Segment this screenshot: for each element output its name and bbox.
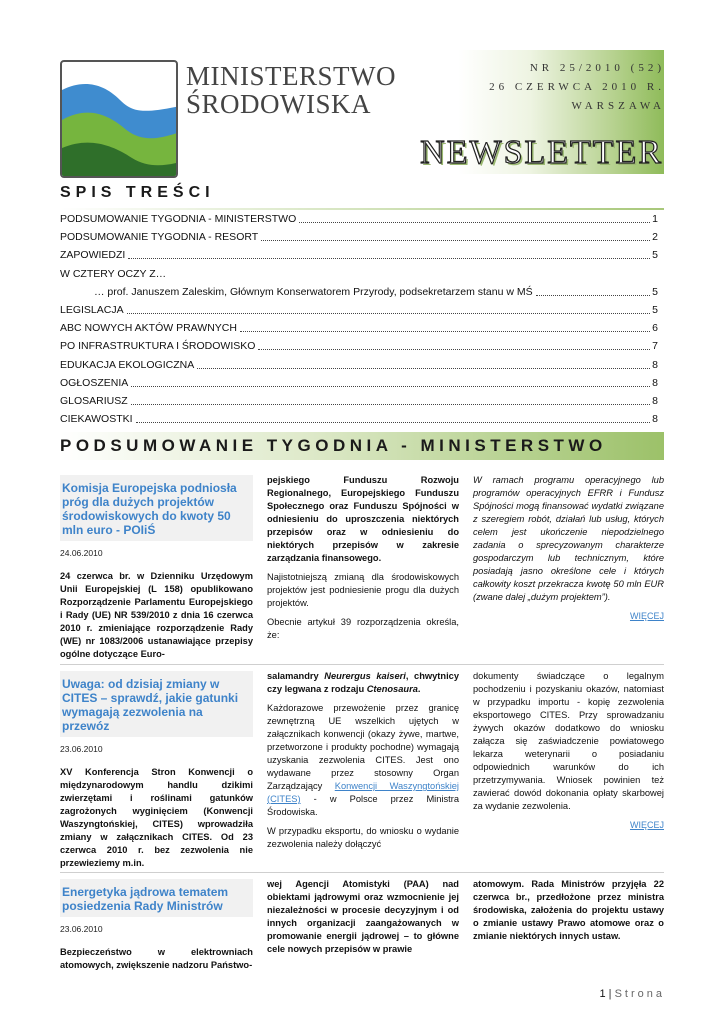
article-header	[60, 878, 253, 917]
toc-entry-label: EDUKACJA EKOLOGICZNA	[60, 358, 195, 371]
article-lead: 24 czerwca br. w Dzienniku Urzędowym Unii Europejskiej (L 158) opublikowano Rozporządzenie Parlamentu Europejskiego i Rady (UE) NR 539/2010 z dnia 16 czerwca 2010 r. zmieniające rozporządzenie Rady (WE) nr 1083/2006 ustanawiające przepisy ogólne dotyczące Euro-	[60, 571, 253, 659]
more-link[interactable]: WIĘCEJ	[629, 611, 664, 621]
article-date: 24.06.2010	[60, 548, 103, 558]
toc-entry-label: LEGISLACJA	[60, 304, 124, 317]
article-lead: XV Konferencja Stron Konwencji o międzynarodowym handlu dzikimi zwierzętami i roślinami gatunków zagrożonych wyginięciem (Konwencji Waszyngtońskiej, CITES) wprowadziła zmiany w załącznikach CITES. Od 23 czerwca 2010 r. bez zezwolenia nie przewieziemy m.in.	[60, 767, 253, 868]
article-cites	[60, 670, 664, 866]
article-column-3	[473, 670, 664, 832]
toc-entry[interactable]	[60, 392, 658, 410]
toc-entry-page: 5	[652, 249, 658, 262]
species-name: Neurergus kaiseri	[324, 671, 406, 681]
toc-leader-dots	[299, 215, 650, 223]
article-text: wej Agencji Atomistyki (PAA) nad obiektami jądrowymi oraz wzmocnienie jej niezależności w procesie decyzyjnym i od innych organizacji zaangażowanych w promowanie energii jądrowej – to główne cele nowych przepisów w prawie	[267, 879, 459, 954]
toc-entry-page: 1	[652, 213, 658, 226]
article-header	[60, 670, 253, 737]
article-text	[267, 670, 459, 696]
toc-entry[interactable]	[60, 246, 658, 264]
more-link[interactable]: WIĘCEJ	[629, 820, 664, 830]
article-column-3	[473, 474, 664, 623]
issue-city: WARSZAWA	[571, 100, 665, 112]
section-banner	[60, 432, 664, 460]
article-title[interactable]: Energetyka jądrowa tematem posiedzenia Rady Ministrów	[62, 885, 229, 913]
toc-entry-page: 8	[652, 394, 658, 407]
toc-entry[interactable]	[60, 301, 658, 319]
toc-entry-label: ZAPOWIEDZI	[60, 249, 126, 262]
ministry-name	[186, 62, 396, 118]
toc-entry-label: PO INFRASTRUKTURA I ŚRODOWISKO	[60, 340, 256, 353]
toc-entry[interactable]	[60, 410, 658, 428]
article-text: Obecnie artykuł 39 rozporządzenia określa, że:	[267, 617, 459, 640]
page-number: 1	[599, 988, 606, 1000]
article-text	[267, 702, 459, 819]
article-date: 23.06.2010	[60, 744, 103, 754]
toc-entry-page: 5	[652, 304, 658, 317]
toc-entry-page: 2	[652, 231, 658, 244]
article-column-1	[60, 878, 253, 978]
toc-entry-label: GLOSARIUSZ	[60, 394, 128, 407]
article-divider	[60, 664, 664, 665]
footer-separator: |	[608, 988, 612, 1000]
toc-leader-dots	[197, 361, 650, 369]
text-span: - w Polsce przez Ministra Środowiska.	[267, 794, 459, 817]
text-span: .	[417, 684, 421, 694]
article-text: W przypadku eksportu, do wniosku o wydanie zezwolenia należy dołączyć	[267, 826, 459, 849]
article-date: 23.06.2010	[60, 924, 103, 934]
toc-heading: SPIS TREŚCI	[60, 184, 215, 201]
toc-entry-label: PODSUMOWANIE TYGODNIA - RESORT	[60, 231, 259, 244]
article-column-2	[267, 878, 459, 962]
toc-entry-page: 6	[652, 322, 658, 335]
article-column-1	[60, 474, 253, 667]
toc-entry[interactable]	[60, 374, 658, 392]
genus-name: Ctenosaura	[366, 684, 418, 694]
toc-entry[interactable]	[60, 228, 658, 246]
article-column-2	[267, 474, 459, 648]
article-column-3	[473, 878, 664, 949]
toc-leader-dots	[536, 288, 651, 296]
text-span: salamandry	[267, 671, 325, 681]
ministry-logo	[60, 60, 178, 178]
article-nuclear	[60, 878, 664, 974]
section-title: PODSUMOWANIE TYGODNIA - MINISTERSTWO	[60, 436, 607, 455]
toc-leader-dots	[128, 251, 650, 259]
text-span: , chwytnicy czy legwana z rodzaju	[267, 671, 459, 694]
toc-leader-dots	[258, 342, 650, 350]
toc-leader-dots	[131, 397, 650, 405]
toc-leader-dots	[131, 379, 650, 387]
text-span: Każdorazowe przewożenie przez granicę zewnętrzną UE wszelkich ujętych w załącznikach konwencji (okazy żywe, martwe, przetworzone i produkty pochodne) wymagają uzyskania zezwolenia CITES. Jest ono wydawane przez stosowny Organ Zarządzający	[267, 703, 459, 791]
toc-entry[interactable]	[60, 265, 658, 283]
toc-entry-label: … prof. Januszem Zaleskim, Głównym Konserwatorem Przyrody, podsekretarzem stanu w MŚ	[94, 285, 533, 298]
toc-entry-label: ABC NOWYCH AKTÓW PRAWNYCH	[60, 322, 237, 335]
toc-entry[interactable]	[60, 210, 658, 228]
article-text: dokumenty świadczące o legalnym pochodzeniu i pozyskaniu okazów, natomiast w przypadku importu - kopię zezwolenia eksportowego CITES. Przy sprowadzaniu żywych okazów dodatkowo do wniosku załącza się zaświadczenie powiatowego lekarza weterynarii o posiadaniu odpowiednich warunków do ich przetrzymywania. Wniosek powinien też zawierać dowód dokonania opłaty skarbowej za wydanie zezwolenia.	[473, 671, 664, 811]
toc-entry-label: PODSUMOWANIE TYGODNIA - MINISTERSTWO	[60, 213, 297, 226]
toc-entry-page: 7	[652, 340, 658, 353]
article-title[interactable]: Uwaga: od dzisiaj zmiany w CITES – sprawdź, jakie gatunki wymagają zezwolenia na przewóz	[62, 677, 239, 733]
newsletter-title: NEWSLETTER	[420, 134, 663, 171]
toc-entry-page: 8	[652, 376, 658, 389]
article-column-2	[267, 670, 459, 857]
ministry-name-line2: ŚRODOWISKA	[186, 89, 372, 119]
ministry-name-line1: MINISTERSTWO	[186, 61, 396, 91]
toc-entry-page: 5	[652, 285, 658, 298]
article-text: atomowym. Rada Ministrów przyjęła 22 czerwca br., przedłożone przez ministra środowiska, założenia do projektu ustawy o zmianie ustawy Prawo atomowe oraz o zmianie niektórych innych ustaw.	[473, 879, 664, 941]
article-title[interactable]: Komisja Europejska podniosła próg dla dużych projektów środowiskowych do kwoty 50 mln euro - POIiŚ	[62, 481, 237, 537]
article-quote: W ramach programu operacyjnego lub programów operacyjnych EFRR i Fundusz Spójności mogą finansować wydatki związane z szeregiem robót, działań lub usług, których celem jest ukończenie niepodzielnego zadania o sprecyzowanym charakterze gospodarczym lub technicznym, które posiadają jasno określone cele i których całkowity koszt przekracza kwotę 50 mln EUR (zwane dalej „dużym projektem”).	[473, 475, 664, 602]
toc-entry-label: CIEKAWOSTKI	[60, 413, 133, 426]
toc-entry[interactable]	[60, 319, 658, 337]
page-footer	[599, 988, 665, 1000]
toc-entry[interactable]	[60, 337, 658, 355]
logo-landscape-icon	[62, 62, 178, 178]
article-text: Najistotniejszą zmianą dla środowiskowych projektów jest podniesienie progu dla dużych projektów.	[267, 572, 459, 608]
toc-entry[interactable]	[60, 356, 658, 374]
toc-leader-dots	[127, 306, 651, 314]
toc-entry-label: W CZTERY OCZY Z…	[60, 267, 167, 280]
toc-leader-dots	[240, 324, 650, 332]
article-divider	[60, 872, 664, 873]
article-header	[60, 474, 253, 541]
page-label: Strona	[614, 988, 665, 1000]
table-of-contents	[60, 210, 658, 428]
cites-link[interactable]: Konwencji Waszyngtońskiej (CITES)	[267, 781, 459, 804]
issue-date: 26 CZERWCA 2010 R.	[489, 81, 665, 93]
article-text: pejskiego Funduszu Rozwoju Regionalnego, Europejskiego Funduszu Społecznego oraz Funduszu Spójności w odniesieniu do uproszczenia niektórych przepisów oraz w odniesieniu do niektórych przepisów w zakresie zarządzania finansowego.	[267, 475, 459, 563]
toc-entry-page: 8	[652, 358, 658, 371]
article-column-1	[60, 670, 253, 876]
toc-entry[interactable]	[60, 283, 658, 301]
article-eu-threshold	[60, 474, 664, 658]
toc-leader-dots	[261, 233, 650, 241]
toc-leader-dots	[136, 415, 651, 423]
issue-number: NR 25/2010 (52)	[529, 62, 665, 74]
toc-entry-label: OGŁOSZENIA	[60, 376, 129, 389]
toc-entry-page: 8	[652, 413, 658, 426]
article-lead: Bezpieczeństwo w elektrowniach atomowych, zwiększenie nadzoru Państwo-	[60, 947, 253, 970]
